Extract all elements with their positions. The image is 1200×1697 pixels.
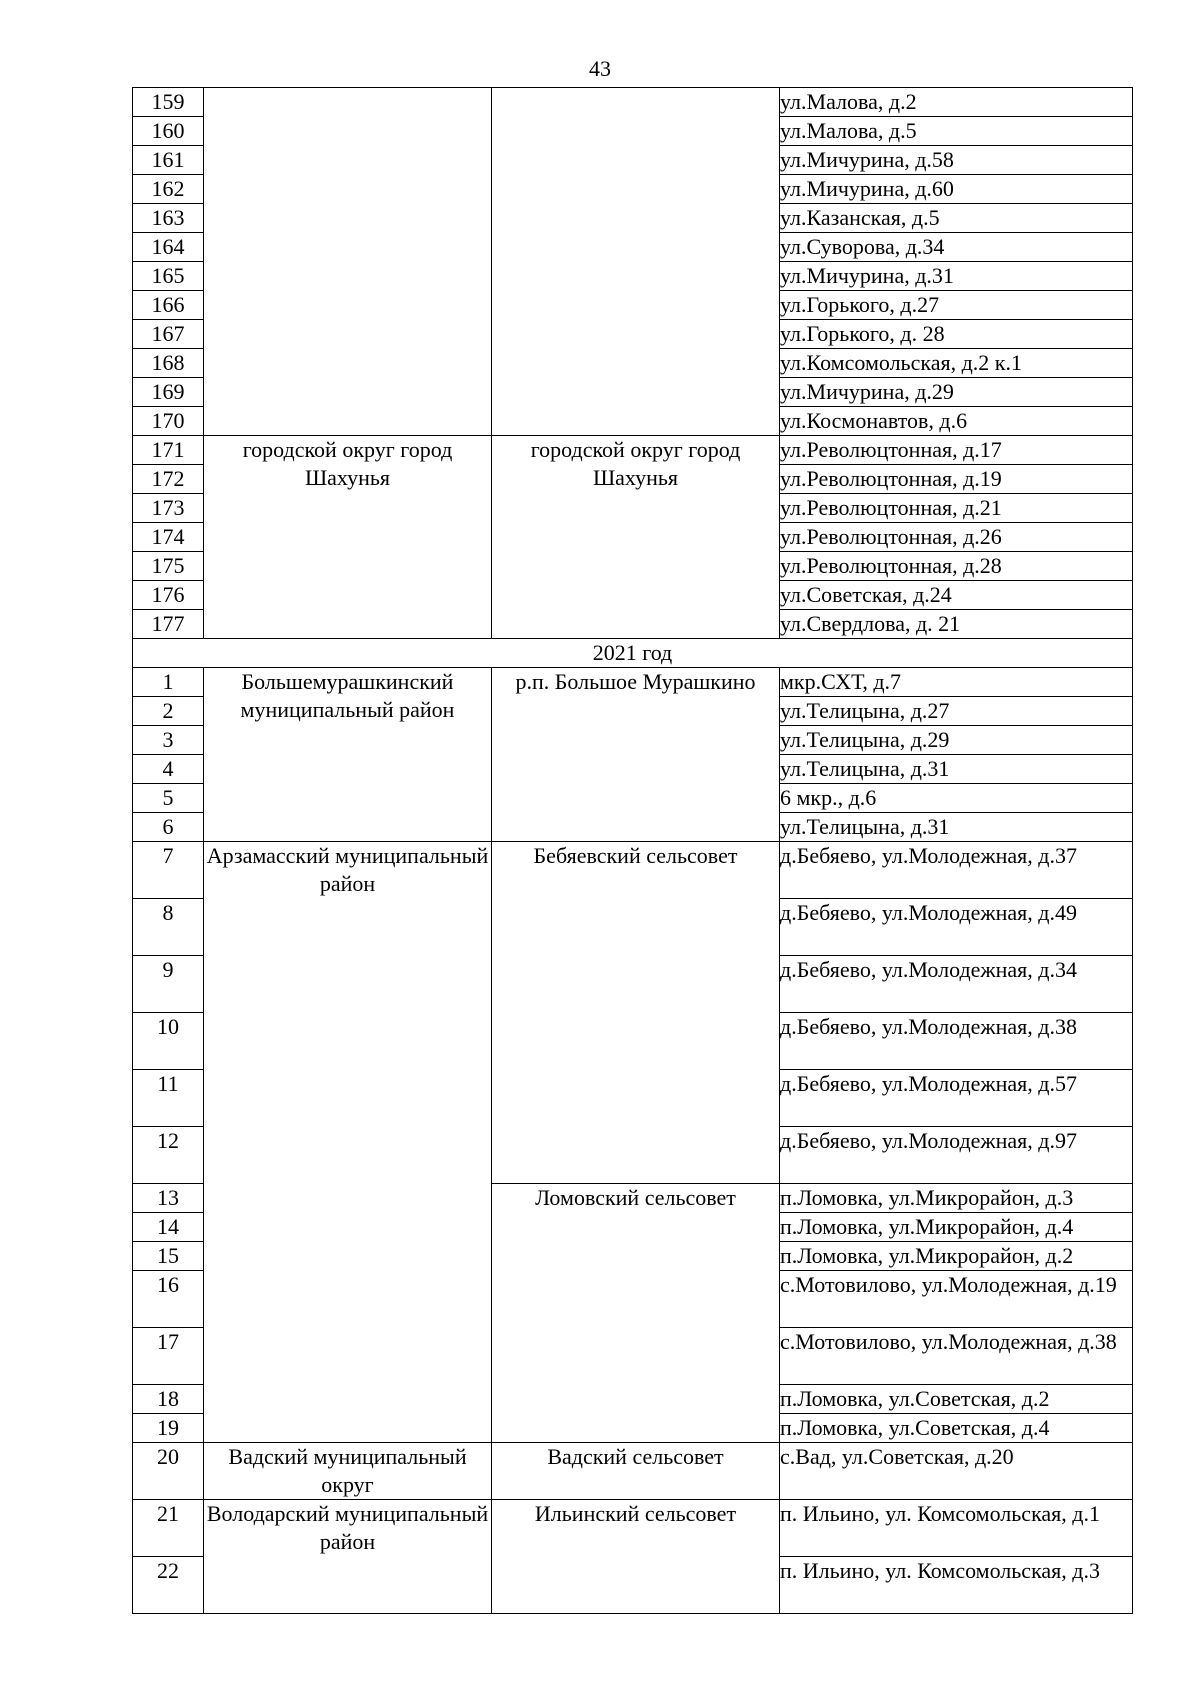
address-cell: ул.Революцтонная, д.21 [780, 494, 1133, 523]
address-cell: мкр.СХТ, д.7 [780, 668, 1133, 697]
row-number: 159 [133, 88, 204, 117]
address-cell: п.Ломовка, ул.Микрорайон, д.4 [780, 1213, 1133, 1242]
address-cell: ул.Советская, д.24 [780, 581, 1133, 610]
district-cell: Вадский муниципальный округ [204, 1443, 492, 1500]
register-table [132, 87, 1133, 1614]
address-cell: ул.Космонавтов, д.6 [780, 407, 1133, 436]
table-row [133, 668, 1133, 697]
address-cell: п.Ломовка, ул.Советская, д.2 [780, 1385, 1133, 1414]
row-number: 174 [133, 523, 204, 552]
address-cell: ул.Казанская, д.5 [780, 204, 1133, 233]
row-number: 10 [133, 1013, 204, 1070]
row-number: 8 [133, 899, 204, 956]
row-number: 167 [133, 320, 204, 349]
table-row [133, 1443, 1133, 1500]
row-number: 17 [133, 1328, 204, 1385]
row-number: 4 [133, 755, 204, 784]
row-number: 160 [133, 117, 204, 146]
address-cell: ул.Горького, д.27 [780, 291, 1133, 320]
address-cell: ул.Революцтонная, д.19 [780, 465, 1133, 494]
address-cell: с.Мотовилово, ул.Молодежная, д.38 [780, 1328, 1133, 1385]
district-cell [204, 88, 492, 436]
row-number: 175 [133, 552, 204, 581]
address-cell: ул.Суворова, д.34 [780, 233, 1133, 262]
address-cell: ул.Революцтонная, д.26 [780, 523, 1133, 552]
row-number: 5 [133, 784, 204, 813]
address-cell: ул.Малова, д.5 [780, 117, 1133, 146]
table-row [133, 436, 1133, 465]
settlement-cell: Ломовский сельсовет [492, 1184, 780, 1443]
district-cell: Арзамасский муниципальный район [204, 842, 492, 1443]
table-row [133, 842, 1133, 899]
row-number: 15 [133, 1242, 204, 1271]
row-number: 2 [133, 697, 204, 726]
table-row [133, 88, 1133, 117]
row-number: 176 [133, 581, 204, 610]
row-number: 6 [133, 813, 204, 842]
address-cell: с.Мотовилово, ул.Молодежная, д.19 [780, 1271, 1133, 1328]
address-cell: ул.Телицына, д.29 [780, 726, 1133, 755]
row-number: 163 [133, 204, 204, 233]
row-number: 20 [133, 1443, 204, 1500]
address-cell: ул.Мичурина, д.58 [780, 146, 1133, 175]
address-cell: п.Ломовка, ул.Микрорайон, д.3 [780, 1184, 1133, 1213]
address-cell: п. Ильино, ул. Комсомольская, д.1 [780, 1500, 1133, 1557]
address-cell: ул.Мичурина, д.29 [780, 378, 1133, 407]
settlement-cell: Бебяевский сельсовет [492, 842, 780, 1184]
address-cell: ул.Мичурина, д.31 [780, 262, 1133, 291]
address-cell: ул.Свердлова, д. 21 [780, 610, 1133, 639]
district-cell: Большемурашкинский муниципальный район [204, 668, 492, 842]
row-number: 169 [133, 378, 204, 407]
row-number: 168 [133, 349, 204, 378]
address-cell: ул.Малова, д.2 [780, 88, 1133, 117]
address-cell: ул.Телицына, д.31 [780, 813, 1133, 842]
settlement-cell: городской округ город Шахунья [492, 436, 780, 639]
row-number: 165 [133, 262, 204, 291]
address-cell: с.Вад, ул.Советская, д.20 [780, 1443, 1133, 1500]
row-number: 16 [133, 1271, 204, 1328]
row-number: 7 [133, 842, 204, 899]
address-cell: ул.Революцтонная, д.17 [780, 436, 1133, 465]
row-number: 173 [133, 494, 204, 523]
row-number: 11 [133, 1070, 204, 1127]
settlement-cell: Ильинский сельсовет [492, 1500, 780, 1614]
address-cell: ул.Мичурина, д.60 [780, 175, 1133, 204]
address-cell: ул.Телицына, д.31 [780, 755, 1133, 784]
row-number: 1 [133, 668, 204, 697]
address-cell: 6 мкр., д.6 [780, 784, 1133, 813]
row-number: 21 [133, 1500, 204, 1557]
address-cell: ул.Революцтонная, д.28 [780, 552, 1133, 581]
row-number: 14 [133, 1213, 204, 1242]
table-row [133, 1500, 1133, 1557]
row-number: 12 [133, 1127, 204, 1184]
district-cell: Володарский муниципальный район [204, 1500, 492, 1614]
row-number: 166 [133, 291, 204, 320]
address-cell: ул.Горького, д. 28 [780, 320, 1133, 349]
row-number: 22 [133, 1557, 204, 1614]
row-number: 19 [133, 1414, 204, 1443]
year-header-row [133, 639, 1133, 668]
district-cell: городской округ город Шахунья [204, 436, 492, 639]
row-number: 13 [133, 1184, 204, 1213]
row-number: 170 [133, 407, 204, 436]
settlement-cell [492, 88, 780, 436]
address-cell: д.Бебяево, ул.Молодежная, д.49 [780, 899, 1133, 956]
row-number: 3 [133, 726, 204, 755]
row-number: 18 [133, 1385, 204, 1414]
address-cell: п.Ломовка, ул.Советская, д.4 [780, 1414, 1133, 1443]
row-number: 172 [133, 465, 204, 494]
address-cell: д.Бебяево, ул.Молодежная, д.37 [780, 842, 1133, 899]
address-cell: ул.Телицына, д.27 [780, 697, 1133, 726]
settlement-cell: Вадский сельсовет [492, 1443, 780, 1500]
page-number: 43 [589, 56, 611, 81]
address-cell: ул.Комсомольская, д.2 к.1 [780, 349, 1133, 378]
settlement-cell: р.п. Большое Мурашкино [492, 668, 780, 842]
row-number: 177 [133, 610, 204, 639]
address-cell: п.Ломовка, ул.Микрорайон, д.2 [780, 1242, 1133, 1271]
address-cell: д.Бебяево, ул.Молодежная, д.38 [780, 1013, 1133, 1070]
address-cell: д.Бебяево, ул.Молодежная, д.97 [780, 1127, 1133, 1184]
row-number: 164 [133, 233, 204, 262]
address-cell: п. Ильино, ул. Комсомольская, д.3 [780, 1557, 1133, 1614]
row-number: 161 [133, 146, 204, 175]
address-cell: д.Бебяево, ул.Молодежная, д.57 [780, 1070, 1133, 1127]
row-number: 171 [133, 436, 204, 465]
address-cell: д.Бебяево, ул.Молодежная, д.34 [780, 956, 1133, 1013]
row-number: 162 [133, 175, 204, 204]
year-header: 2021 год [133, 639, 1133, 668]
row-number: 9 [133, 956, 204, 1013]
